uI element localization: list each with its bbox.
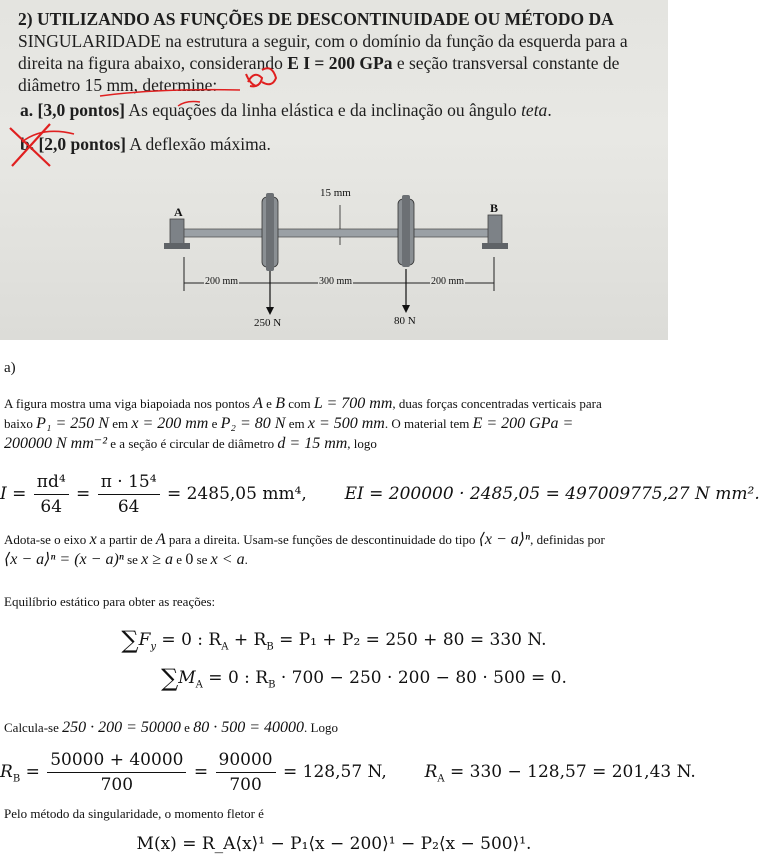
- solution-paragraph-4: Calcula-se 250 · 200 = 50000 e 80 · 500 = 40000. Logo: [4, 719, 338, 736]
- equation-moment: M(x) = R_A⟨x⟩¹ − P₁⟨x − 200⟩¹ − P₂⟨x − 500⟩¹.: [136, 834, 532, 854]
- equation-inertia: I = $\frac{\text{πd⁴}}{64}$ = $\frac{\text{π · 15⁴}}{64}$ = 2485,05 mm⁴, EI = 200000 · 2485,05 = 497009775,27 N mm².: [0, 472, 760, 517]
- pulley-1-rim: [266, 193, 274, 271]
- problem-line-2: SINGULARIDADE na estrutura a seguir, com o domínio da função da esquerda para a: [18, 31, 628, 51]
- equation-sum-moments: $\sum M_A = 0$ : $R_B \cdot 700 - 250 \cdot 200 - 80 \cdot 500 = 0$.: [161, 664, 567, 692]
- item-a: a. [3,0 pontos] As equações da linha elástica e da inclinação ou ângulo teta.: [20, 100, 552, 120]
- problem-photo: [0, 0, 668, 340]
- label-250n: 250 N: [254, 317, 282, 329]
- problem-line-3: direita na figura abaixo, considerando E I = 200 GPa e seção transversal constante de: [18, 53, 620, 73]
- problem-line-4: diâmetro 15 mm, determine:: [18, 75, 218, 95]
- label-15mm: 15 mm: [320, 187, 351, 199]
- support-a-base: [164, 243, 190, 249]
- shaft: [178, 229, 494, 237]
- label-200mm-left: 200 mm: [205, 276, 239, 287]
- problem-line-1: 2) UTILIZANDO AS FUNÇÕES DE DESCONTINUIDADE OU MÉTODO DA: [18, 9, 614, 29]
- item-b: b. [2,0 pontos] A deflexão máxima.: [20, 134, 271, 154]
- beam-figure: [160, 183, 510, 333]
- label-80n: 80 N: [394, 315, 416, 327]
- solution-heading: a): [4, 360, 16, 376]
- pulley-2-rim: [402, 195, 410, 267]
- support-b: [488, 215, 502, 245]
- beam-drawing: [160, 183, 510, 333]
- label-a: A: [174, 205, 183, 219]
- label-300mm: 300 mm: [319, 276, 353, 287]
- support-a: [170, 219, 184, 245]
- solution-paragraph-3: Equilíbrio estático para obter as reações:: [4, 594, 216, 609]
- solution-paragraph-2: Adota-se o eixo x a partir de A para a direita. Usam-se funções de descontinuidade do tipo ⟨x − a⟩ⁿ, definidas por ⟨x − a⟩ⁿ = (x − a)ⁿ se x ≥ a e 0 se x < a.: [4, 531, 605, 568]
- problem-statement: [18, 8, 658, 96]
- label-200mm-right: 200 mm: [431, 276, 465, 287]
- solution-paragraph-1: A figura mostra uma viga biapoiada nos pontos A e B com L = 700 mm, duas forças concentradas verticais para baixo P₁ = 250 N em x = 200 mm e P₂ = 80 N em x = 500 mm. O material tem E = 200 GPa = 200000 N mm⁻² e a seção é circular de diâmetro d = 15 mm, logo: [4, 395, 602, 452]
- equation-sum-forces: $\sum F_y = 0$ : $R_A + R_B = P_1 + P_2 = 250 + 80 = 330$ N.: [121, 626, 547, 654]
- equation-reactions: $R_B$ = $\frac{50000 + 40000}{700}$ = $\frac{90000}{700}$ = 128,57 N, $R_A = 330 - 128,57 = 201,43$ N.: [0, 750, 696, 795]
- support-b-base: [482, 243, 508, 249]
- solution-paragraph-5: Pelo método da singularidade, o momento fletor é: [4, 806, 264, 821]
- label-b: B: [490, 201, 499, 215]
